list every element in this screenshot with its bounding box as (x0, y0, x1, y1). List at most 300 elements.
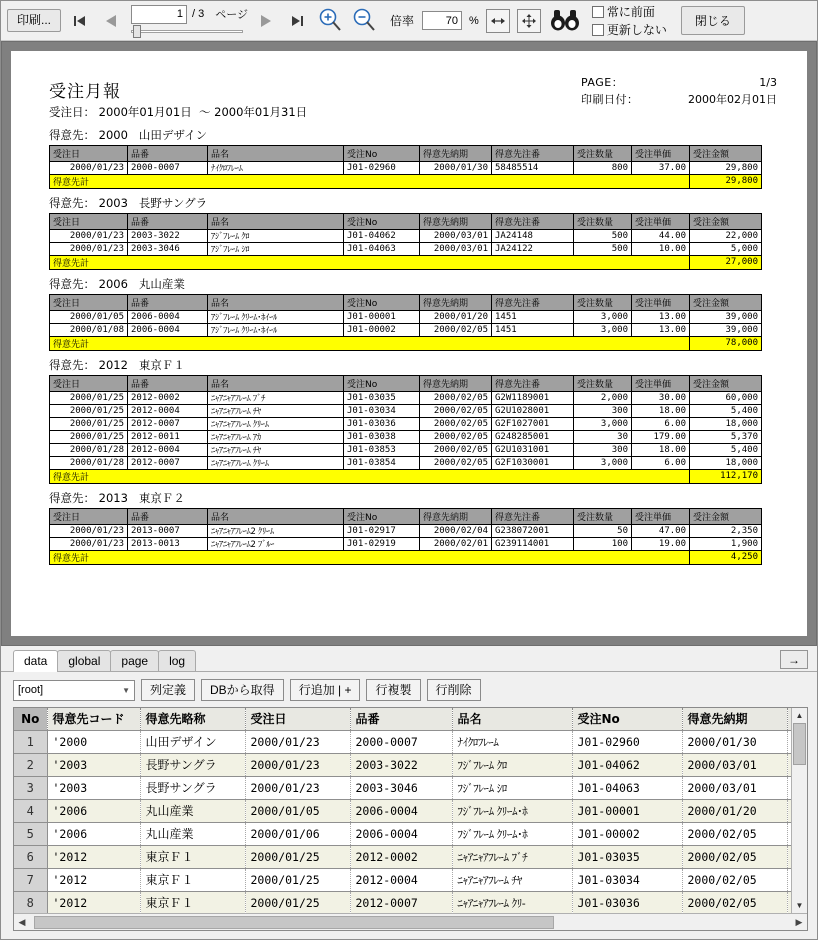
order-col-1: 品番 (128, 213, 208, 229)
order-cell: 300 (574, 404, 632, 417)
order-col-7: 受注単価 (632, 213, 690, 229)
order-row[interactable] (50, 161, 762, 174)
grid-hscroll-thumb[interactable] (34, 916, 554, 929)
order-cell: ﾆｬｱﾆｬｱﾌﾚｰﾑ2 ｸﾘｰﾑ (208, 524, 344, 537)
order-cell: 179.00 (632, 430, 690, 443)
order-table (49, 375, 762, 484)
order-col-6: 受注数量 (574, 213, 632, 229)
customer-total-label: 得意先計 (50, 174, 690, 188)
order-cell: 5,400 (690, 404, 762, 417)
order-table-header-row (50, 213, 762, 229)
scope-select[interactable] (13, 680, 135, 701)
grid-cell[interactable]: J01-03034 (572, 868, 682, 891)
grid-cell[interactable]: ﾆｬｱﾆｬｱﾌﾚｰﾑ ﾁﾔ (452, 868, 572, 891)
order-cell: 2000/01/25 (50, 404, 128, 417)
order-cell: 2013-0013 (128, 537, 208, 550)
grid-cell[interactable]: 2003-3022 (350, 753, 452, 776)
order-col-1: 品番 (128, 145, 208, 161)
page-slider-track (131, 30, 243, 33)
order-col-6: 受注数量 (574, 145, 632, 161)
order-cell: ﾆｬｱﾆｬｱﾌﾚｰﾑ ﾁﾔ (208, 404, 344, 417)
grid-cell[interactable]: 2000/01/23 (245, 730, 350, 753)
grid-cell[interactable]: 8 (14, 891, 47, 914)
order-cell: 2,000 (574, 391, 632, 404)
order-col-5: 得意先注番 (492, 145, 574, 161)
order-col-8: 受注金額 (690, 294, 762, 310)
command-button[interactable]: 行追加 | + (290, 679, 361, 701)
order-cell: 2012-0004 (128, 404, 208, 417)
order-cell: 5,400 (690, 443, 762, 456)
grid-cell[interactable]: 2000/02/05 (682, 891, 787, 914)
grid-col-4[interactable]: 品番 (350, 708, 452, 730)
preview-area[interactable] (1, 41, 817, 646)
grid-col-7[interactable]: 得意先納期 (682, 708, 787, 730)
grid-cell[interactable]: 5 (14, 822, 47, 845)
no-update-checkbox[interactable] (592, 24, 604, 36)
always-on-top-checkbox[interactable] (592, 6, 604, 18)
grid-cell[interactable]: 丸山産業 (140, 822, 245, 845)
order-col-8: 受注金額 (690, 508, 762, 524)
grid-cell[interactable]: 2000/01/30 (682, 730, 787, 753)
order-row[interactable] (50, 242, 762, 255)
grid-cell[interactable]: ﾌｼﾞﾌﾚｰﾑ ｼﾛ (452, 776, 572, 799)
zoom-percent-label: % (469, 14, 479, 27)
order-cell: 5,370 (690, 430, 762, 443)
order-cell: G2U1028001 (492, 404, 574, 417)
grid-cell[interactable]: J01-04062 (572, 753, 682, 776)
grid-cell[interactable]: 2000/02/05 (682, 868, 787, 891)
grid-cell[interactable]: 2000/02/05 (682, 845, 787, 868)
order-col-8: 受注金額 (690, 145, 762, 161)
order-cell: 2000/02/05 (420, 323, 492, 336)
zoom-input[interactable] (422, 11, 462, 30)
order-cell: 13.00 (632, 310, 690, 323)
scope-select-value: [root] (18, 684, 44, 696)
customer-total-label: 得意先計 (50, 255, 690, 269)
grid-col-0[interactable]: No (14, 708, 47, 730)
grid-cell[interactable]: 東京Ｆ１ (140, 891, 245, 914)
grid-cell[interactable]: '2012 (47, 868, 140, 891)
order-cell: G248285001 (492, 430, 574, 443)
grid-cell[interactable]: 2000-0007 (350, 730, 452, 753)
command-button[interactable]: DBから取得 (201, 679, 284, 701)
scroll-right-icon[interactable]: ▶ (795, 916, 803, 927)
customer-total-value: 112,170 (690, 469, 762, 483)
first-page-icon[interactable] (65, 6, 93, 36)
order-cell: 3,000 (574, 417, 632, 430)
customer-group-header: 得意先： 2012 東京Ｆ１ (49, 357, 185, 372)
table-row[interactable] (14, 776, 808, 799)
order-col-3: 受注No (344, 145, 420, 161)
grid-cell[interactable]: 7 (14, 868, 47, 891)
grid-cell[interactable]: 東京Ｆ１ (140, 845, 245, 868)
grid-cell[interactable]: 長野サングラ (140, 776, 245, 799)
grid-cell[interactable]: 2012-0004 (350, 868, 452, 891)
order-cell: ｱｼﾞﾌﾚｰﾑ ｸﾘｰﾑ･ﾎｲｰﾙ (208, 310, 344, 323)
order-col-4: 得意先納期 (420, 294, 492, 310)
grid-cell[interactable]: 2003-3046 (350, 776, 452, 799)
grid-cell[interactable]: 2000/01/23 (245, 753, 350, 776)
order-cell: 2012-0011 (128, 430, 208, 443)
grid-cell[interactable]: ﾆｬｱﾆｬｱﾌﾚｰﾑ ｸﾘ- (452, 891, 572, 914)
grid-cell[interactable]: 2006-0004 (350, 799, 452, 822)
grid-cell[interactable]: '2006 (47, 822, 140, 845)
order-table (49, 294, 762, 351)
grid-vscroll-thumb[interactable] (793, 723, 806, 765)
tab-page[interactable]: page (110, 650, 159, 671)
grid-cell[interactable]: 2000/02/05 (682, 822, 787, 845)
grid-cell[interactable]: 2012-0007 (350, 891, 452, 914)
grid-cell[interactable]: 2000/01/06 (245, 822, 350, 845)
order-cell: 2000/03/01 (420, 229, 492, 242)
grid-col-6[interactable]: 受注No (572, 708, 682, 730)
grid-cell[interactable]: 2012-0002 (350, 845, 452, 868)
order-cell: J01-03036 (344, 417, 420, 430)
grid-cell[interactable]: 4 (14, 799, 47, 822)
order-cell: J01-03035 (344, 391, 420, 404)
order-cell: J01-03034 (344, 404, 420, 417)
order-cell: 2000/01/08 (50, 323, 128, 336)
grid-hscroll-track[interactable] (30, 916, 791, 929)
grid-cell[interactable]: J01-03035 (572, 845, 682, 868)
order-cell: 2000/01/23 (50, 242, 128, 255)
tab-log[interactable]: log (158, 650, 196, 671)
order-col-3: 受注No (344, 294, 420, 310)
order-col-0: 受注日 (50, 145, 128, 161)
customer-total-row (50, 336, 762, 350)
grid-horizontal-scrollbar[interactable] (14, 913, 807, 930)
order-cell: J01-02919 (344, 537, 420, 550)
order-table-header-row (50, 294, 762, 310)
grid-cell[interactable]: ﾌｼﾞﾌﾚｰﾑ ｸﾛ (452, 753, 572, 776)
command-buttons (141, 679, 481, 701)
expand-pane-icon[interactable]: → (780, 650, 808, 669)
order-row[interactable] (50, 537, 762, 550)
order-cell: 22,000 (690, 229, 762, 242)
zoom-label: 倍率 (390, 14, 415, 28)
order-cell: 1451 (492, 323, 574, 336)
order-row[interactable] (50, 443, 762, 456)
order-cell: 13.00 (632, 323, 690, 336)
scroll-up-icon[interactable]: ▲ (792, 708, 807, 723)
order-cell: 2012-0002 (128, 391, 208, 404)
order-cell: 2000/02/05 (420, 391, 492, 404)
grid-cell[interactable]: 2000/01/25 (245, 868, 350, 891)
order-col-3: 受注No (344, 508, 420, 524)
order-col-7: 受注単価 (632, 375, 690, 391)
order-row[interactable] (50, 404, 762, 417)
order-col-1: 品番 (128, 294, 208, 310)
grid-col-1[interactable]: 得意先コード (47, 708, 140, 730)
order-cell: 800 (574, 161, 632, 174)
grid-cell[interactable]: J01-03036 (572, 891, 682, 914)
order-cell: 18.00 (632, 404, 690, 417)
grid-cell[interactable]: ﾌｼﾞﾌﾚｰﾑ ｸﾘｰﾑ･ﾎ (452, 799, 572, 822)
order-cell: 2000/01/28 (50, 456, 128, 469)
data-grid-header-row (14, 708, 808, 730)
grid-col-2[interactable]: 得意先略称 (140, 708, 245, 730)
grid-cell[interactable]: 2000/03/01 (682, 776, 787, 799)
order-cell: JA24148 (492, 229, 574, 242)
preview-options (592, 3, 667, 38)
grid-cell[interactable]: J01-00002 (572, 822, 682, 845)
order-col-5: 得意先注番 (492, 508, 574, 524)
order-cell: 2000/01/25 (50, 417, 128, 430)
table-row[interactable] (14, 753, 808, 776)
no-update-row[interactable] (592, 21, 667, 38)
order-cell: 2012-0004 (128, 443, 208, 456)
order-cell: J01-00001 (344, 310, 420, 323)
order-cell: 2000/01/23 (50, 229, 128, 242)
grid-cell[interactable]: ﾌｼﾞﾌﾚｰﾑ ｸﾘｰﾑ･ﾎ (452, 822, 572, 845)
next-page-icon[interactable] (252, 6, 280, 36)
order-col-2: 品名 (208, 375, 344, 391)
scroll-left-icon[interactable]: ◀ (18, 916, 26, 927)
close-button[interactable]: 閉じる (681, 6, 745, 35)
order-cell: J01-02960 (344, 161, 420, 174)
order-cell: G2F1030001 (492, 456, 574, 469)
order-cell: 30.00 (632, 391, 690, 404)
order-row[interactable] (50, 430, 762, 443)
order-cell: ｱｼﾞﾌﾚｰﾑ ｸﾛ (208, 229, 344, 242)
page-input[interactable] (131, 5, 187, 24)
order-cell: 2003-3022 (128, 229, 208, 242)
table-row[interactable] (14, 891, 808, 914)
order-cell: 100 (574, 537, 632, 550)
report-page (11, 51, 807, 636)
order-cell: 2000/02/05 (420, 430, 492, 443)
grid-cell[interactable]: 2000/01/20 (682, 799, 787, 822)
grid-cell[interactable]: 2000/01/25 (245, 845, 350, 868)
order-cell: ﾆｬｱﾆｬｱﾌﾚｰﾑ ﾁﾔ (208, 443, 344, 456)
tab-data[interactable]: data (13, 650, 58, 672)
table-row[interactable] (14, 799, 808, 822)
order-cell: 3,000 (574, 310, 632, 323)
order-col-5: 得意先注番 (492, 294, 574, 310)
always-on-top-label: 常に前面 (606, 5, 655, 19)
report-title: 受注月報 (49, 82, 121, 102)
customer-total-row (50, 255, 762, 269)
order-cell: 2000/01/20 (420, 310, 492, 323)
order-cell: G239114001 (492, 537, 574, 550)
page-slider-thumb[interactable] (133, 25, 141, 38)
binoculars-icon[interactable] (550, 8, 580, 34)
data-grid-body (14, 730, 808, 914)
order-cell: 47.00 (632, 524, 690, 537)
order-cell: 2000/01/25 (50, 391, 128, 404)
order-cell: 50 (574, 524, 632, 537)
order-cell: 2003-3046 (128, 242, 208, 255)
grid-cell[interactable]: J01-00001 (572, 799, 682, 822)
command-button[interactable]: 行削除 (427, 679, 481, 701)
page-unit-label: ページ (215, 9, 249, 21)
order-col-2: 品名 (208, 213, 344, 229)
grid-cell[interactable]: J01-04063 (572, 776, 682, 799)
order-cell: 58485514 (492, 161, 574, 174)
order-col-7: 受注単価 (632, 508, 690, 524)
order-cell: 2000/01/23 (50, 537, 128, 550)
order-table (49, 508, 762, 565)
order-cell: G2W1189001 (492, 391, 574, 404)
order-cell: 2000/02/05 (420, 417, 492, 430)
grid-cell[interactable]: 丸山産業 (140, 799, 245, 822)
order-cell: 2000/01/23 (50, 161, 128, 174)
order-col-3: 受注No (344, 213, 420, 229)
report-print-date-value: 2000年02月01日 (688, 92, 777, 106)
grid-cell[interactable]: 1 (14, 730, 47, 753)
order-cell: JA24122 (492, 242, 574, 255)
order-cell: J01-03853 (344, 443, 420, 456)
chevron-down-icon: ▼ (122, 685, 130, 695)
page-total: / 3 (192, 8, 205, 20)
order-cell: G2U1031001 (492, 443, 574, 456)
fit-width-icon[interactable] (486, 9, 510, 33)
order-row[interactable] (50, 524, 762, 537)
order-col-0: 受注日 (50, 508, 128, 524)
data-grid-table (14, 708, 808, 915)
order-cell: ﾆｬｱﾆｬｱﾌﾚｰﾑ ｸﾘｰﾑ (208, 417, 344, 430)
tab-strip (1, 649, 817, 672)
order-cell: 2012-0007 (128, 417, 208, 430)
order-row[interactable] (50, 417, 762, 430)
grid-cell[interactable]: 2000/01/25 (245, 891, 350, 914)
order-cell: 2000/02/04 (420, 524, 492, 537)
customer-group-header: 得意先： 2000 山田デザイン (49, 127, 208, 142)
order-cell: 2000/02/05 (420, 443, 492, 456)
table-row[interactable] (14, 822, 808, 845)
grid-cell[interactable]: 6 (14, 845, 47, 868)
data-grid[interactable] (13, 707, 808, 931)
order-cell: 39,000 (690, 310, 762, 323)
order-col-0: 受注日 (50, 213, 128, 229)
customer-total-value: 4,250 (690, 550, 762, 564)
order-col-7: 受注単価 (632, 145, 690, 161)
prev-page-icon[interactable] (97, 6, 125, 36)
zoom-in-icon[interactable] (316, 6, 346, 36)
grid-cell[interactable]: ﾆｬｱﾆｬｱﾌﾚｰﾑ ﾌﾞﾁ (452, 845, 572, 868)
report-page-value: 1/3 (759, 76, 777, 89)
order-col-2: 品名 (208, 145, 344, 161)
grid-cell[interactable]: 2 (14, 753, 47, 776)
order-cell: 44.00 (632, 229, 690, 242)
customer-group-header: 得意先： 2003 長野サングラ (49, 195, 208, 210)
grid-vertical-scrollbar[interactable] (791, 708, 807, 913)
order-cell: 6.00 (632, 456, 690, 469)
order-col-1: 品番 (128, 508, 208, 524)
order-cell: 500 (574, 242, 632, 255)
grid-cell[interactable]: 長野サングラ (140, 753, 245, 776)
grid-col-5[interactable]: 品名 (452, 708, 572, 730)
always-on-top-row[interactable] (592, 3, 667, 20)
order-row[interactable] (50, 456, 762, 469)
grid-cell[interactable]: '2003 (47, 753, 140, 776)
customer-total-row (50, 174, 762, 188)
order-cell: G238072001 (492, 524, 574, 537)
order-col-2: 品名 (208, 508, 344, 524)
grid-cell[interactable]: 東京Ｆ１ (140, 868, 245, 891)
order-cell: J01-03038 (344, 430, 420, 443)
order-cell: ﾅｲｸﾛﾌﾚｰﾑ (208, 161, 344, 174)
grid-cell[interactable]: 2006-0004 (350, 822, 452, 845)
grid-cell[interactable]: ﾅｲｸﾛﾌﾚｰﾑ (452, 730, 572, 753)
order-cell: ﾆｬｱﾆｬｱﾌﾚｰﾑ2 ﾌﾞﾙｰ (208, 537, 344, 550)
grid-cell[interactable]: '2006 (47, 799, 140, 822)
grid-cell[interactable]: 2000/03/01 (682, 753, 787, 776)
order-col-0: 受注日 (50, 375, 128, 391)
tab-global[interactable]: global (57, 650, 111, 671)
page-slider[interactable] (131, 25, 243, 37)
order-cell: 300 (574, 443, 632, 456)
command-button[interactable]: 行複製 (366, 679, 420, 701)
order-cell: 37.00 (632, 161, 690, 174)
table-row[interactable] (14, 845, 808, 868)
order-cell: 6.00 (632, 417, 690, 430)
customer-group-header: 得意先： 2013 東京Ｆ２ (49, 490, 185, 505)
order-cell: 5,000 (690, 242, 762, 255)
order-row[interactable] (50, 229, 762, 242)
order-cell: 18,000 (690, 456, 762, 469)
fit-page-icon[interactable] (517, 9, 541, 33)
last-page-icon[interactable] (284, 6, 312, 36)
order-cell: 2000/01/25 (50, 430, 128, 443)
grid-col-3[interactable]: 受注日 (245, 708, 350, 730)
grid-cell[interactable]: 2000/01/23 (245, 776, 350, 799)
order-cell: 2000/02/05 (420, 456, 492, 469)
order-col-3: 受注No (344, 375, 420, 391)
order-cell: 39,000 (690, 323, 762, 336)
zoom-out-icon[interactable] (350, 6, 380, 36)
order-cell: 2012-0007 (128, 456, 208, 469)
order-col-7: 受注単価 (632, 294, 690, 310)
grid-cell[interactable]: '2012 (47, 891, 140, 914)
customer-total-label: 得意先計 (50, 336, 690, 350)
order-row[interactable] (50, 323, 762, 336)
order-cell: 2006-0004 (128, 323, 208, 336)
command-bar (1, 672, 817, 704)
order-cell: 2000-0007 (128, 161, 208, 174)
order-cell: ｱｼﾞﾌﾚｰﾑ ｸﾘｰﾑ･ﾎｲｰﾙ (208, 323, 344, 336)
grid-cell[interactable]: '2003 (47, 776, 140, 799)
grid-cell[interactable]: '2012 (47, 845, 140, 868)
data-pane (1, 649, 817, 939)
order-table-header-row (50, 508, 762, 524)
table-row[interactable] (14, 868, 808, 891)
order-cell: G2F1027001 (492, 417, 574, 430)
grid-cell[interactable]: J01-02960 (572, 730, 682, 753)
order-row[interactable] (50, 391, 762, 404)
report-groups (37, 127, 781, 565)
command-button[interactable]: 列定義 (141, 679, 195, 701)
customer-total-row (50, 469, 762, 483)
scroll-down-icon[interactable]: ▼ (792, 898, 807, 913)
print-button[interactable]: 印刷... (7, 9, 61, 32)
grid-cell[interactable]: 山田デザイン (140, 730, 245, 753)
table-row[interactable] (14, 730, 808, 753)
report-page-label: PAGE： (581, 76, 624, 89)
order-cell: 500 (574, 229, 632, 242)
order-row[interactable] (50, 310, 762, 323)
grid-cell[interactable]: 3 (14, 776, 47, 799)
grid-cell[interactable]: '2000 (47, 730, 140, 753)
customer-group-header: 得意先： 2006 丸山産業 (49, 276, 185, 291)
order-col-5: 得意先注番 (492, 213, 574, 229)
no-update-label: 更新しない (606, 23, 667, 37)
grid-cell[interactable]: 2000/01/05 (245, 799, 350, 822)
toolbar (1, 1, 817, 41)
customer-total-row (50, 550, 762, 564)
order-cell: 29,800 (690, 161, 762, 174)
order-col-2: 品名 (208, 294, 344, 310)
